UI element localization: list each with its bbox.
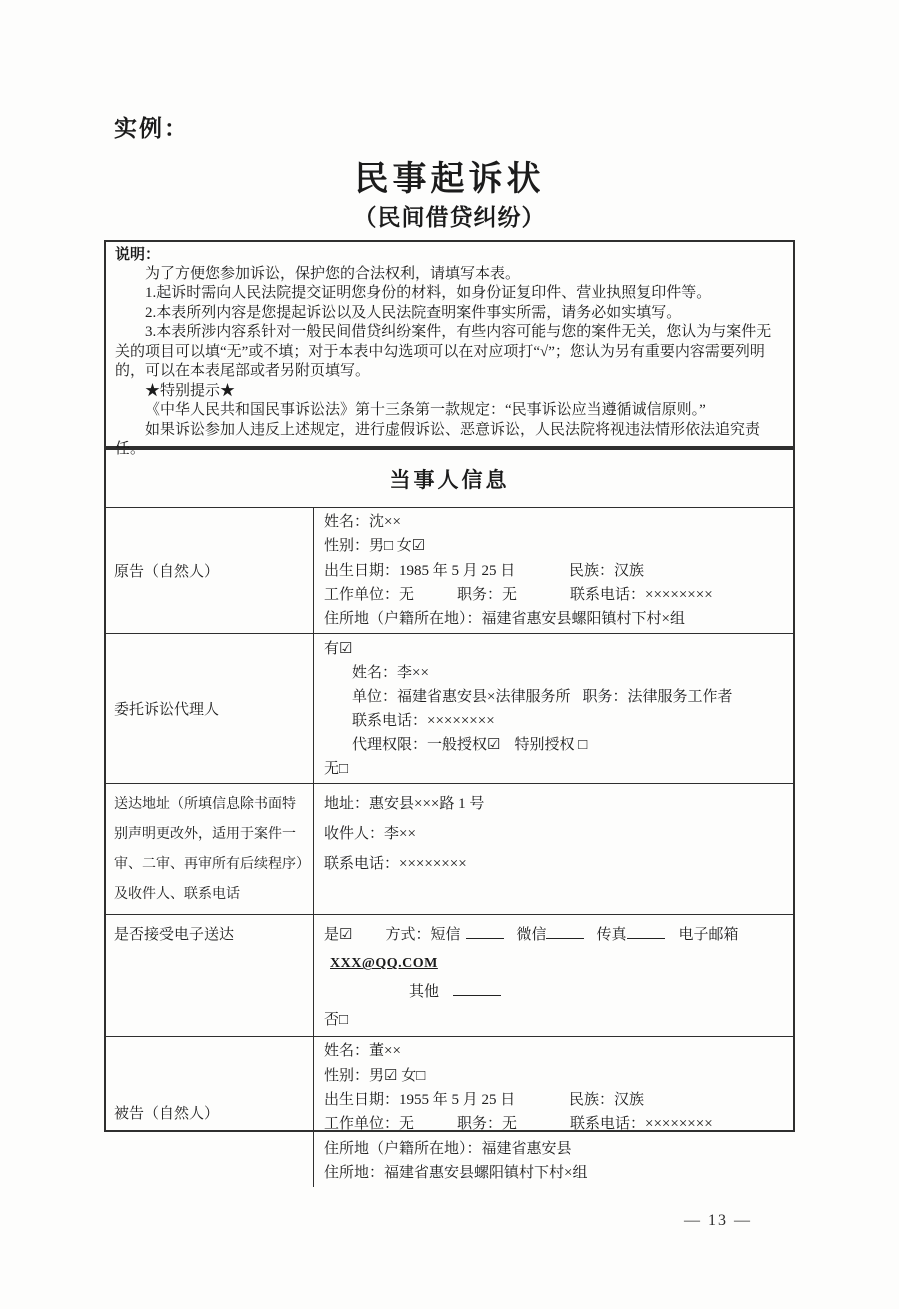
defendant-address-field: 住所地：福建省惠安县螺阳镇村下村×组 [324,1164,588,1181]
method-wechat-field: 微信 [516,927,547,944]
has-agent-field: 有☑ [324,641,353,658]
email-value: XXX@QQ.COM [330,956,438,972]
service-address-field: 地址：惠安县×××路 1 号 [324,796,485,813]
table-row-plaintiff [106,508,793,634]
defendant-row-label: 被告（自然人） [106,1037,314,1187]
table-row-defendant [106,1037,793,1187]
note-line: 《中华人民共和国民事诉讼法》第十三条第一款规定：“民事诉讼应当遵循诚信原则。” [145,402,706,418]
defendant-content [314,1037,793,1187]
e-service-content [314,915,793,1036]
method-sms-field: 方式：短信 [385,927,461,944]
service-phone-field: 联系电话：×××××××× [324,856,467,873]
email-label-field: 电子邮箱 [678,927,739,944]
table-row-electronic-service [106,915,793,1037]
note-line: 1.起诉时需向人民法院提交证明您身份的材料，如身份证复印件、营业执照复印件等。 [145,285,712,301]
blank-underline [627,924,665,939]
accept-no-field: 否□ [324,1012,349,1029]
document-subtitle: （民间借贷纠纷） [353,205,546,230]
document-title: 民事起诉状 [354,161,545,198]
plaintiff-birthdate-field: 出生日期：1985 年 5 月 25 日 [324,562,516,579]
agent-content [314,634,793,783]
plaintiff-work-line [324,583,783,607]
defendant-employer-field: 工作单位：无 [324,1116,415,1133]
plaintiff-name-field: 姓名：沈×× [324,514,401,530]
service-address-content [314,784,793,914]
defendant-ethnicity-field: 民族：汉族 [569,1092,645,1109]
agent-unit-line [352,685,783,709]
agent-unit-field: 单位：福建省惠安县×法律服务所 [352,689,571,706]
note-line: 2.本表所列内容是您提起诉讼以及人民法院查明案件事实所需，请务必如实填写。 [145,304,682,321]
plaintiff-phone-field: 联系电话：×××××××× [570,586,713,603]
plaintiff-ethnicity-field: 民族：汉族 [569,562,645,579]
method-other-field: 其他 [409,984,440,1001]
method-fax-field: 传真 [596,927,627,944]
note-line: 为了方便您参加诉讼，保护您的合法权利，请填写本表。 [145,265,521,282]
plaintiff-content [314,508,793,633]
example-label: 实例： [114,115,189,141]
plaintiff-birth-line [324,559,783,583]
defendant-birth-line [324,1088,783,1112]
blank-underline [466,924,504,939]
agent-authority-line [352,733,783,757]
blank-underline [453,981,501,996]
defendant-residence-field: 住所地（户籍所在地）：福建省惠安县 [324,1140,572,1157]
defendant-work-line [324,1112,783,1136]
no-agent-field: 无□ [324,761,349,778]
agent-phone-field: 联系电话：×××××××× [352,713,495,730]
note-line: 3.本表所涉内容系针对一般民间借贷纠纷案件，有些内容可能与您的案件无关，您认为与案件无关的项目可以填“无”或不填；对于本表中勾选项可以在对应项打“√”；您认为另有重要内容需要列明的，可以在本表尾部或者另附页填写。 [115,324,772,379]
agent-authority-general-field: 代理权限：一般授权☑ [352,737,501,754]
table-row-service-address [106,784,793,915]
notes-heading: 说明： [115,246,161,263]
e-service-other-line [409,978,783,1006]
plaintiff-row-label: 原告（自然人） [106,508,314,633]
plaintiff-job-field: 职务：无 [457,586,518,603]
service-recipient-field: 收件人：李×× [324,826,416,843]
defendant-gender-field: 性别：男☑ 女□ [324,1067,426,1084]
e-service-yes-line [324,921,783,978]
e-service-row-label: 是否接受电子送达 [106,915,314,1036]
agent-row-label: 委托诉讼代理人 [106,634,314,783]
defendant-job-field: 职务：无 [457,1116,518,1133]
agent-name-field: 姓名：李×× [352,665,429,682]
plaintiff-employer-field: 工作单位：无 [324,586,415,603]
blank-underline [546,924,584,939]
plaintiff-address-field: 住所地（户籍所在地）：福建省惠安县螺阳镇村下村×组 [324,611,685,628]
party-section-header: 当事人信息 [106,450,793,508]
service-address-row-label: 送达地址（所填信息除书面特别声明更改外，适用于案件一审、二审、再审所有后续程序）及收件人、联系电话 [106,784,314,914]
agent-job-field: 职务：法律服务工作者 [582,689,733,706]
defendant-birthdate-field: 出生日期：1955 年 5 月 25 日 [324,1092,516,1109]
defendant-name-field: 姓名：董×× [324,1043,401,1060]
table-row-agent [106,634,793,784]
defendant-phone-field: 联系电话：×××××××× [570,1116,713,1133]
plaintiff-gender-field: 性别：男□ 女☑ [324,538,426,555]
accept-yes-field: 是☑ [324,927,353,944]
party-info-table [104,448,795,1181]
agent-authority-special-field: 特别授权 □ [514,737,588,754]
page-number: — 13 — [684,1212,752,1229]
special-tip-label: ★特别提示★ [145,382,236,399]
notes-box [104,240,795,457]
note-line: 如果诉讼参加人违反上述规定，进行虚假诉讼、恶意诉讼，人民法院将视违法情形依法追究责任。 [115,421,761,457]
